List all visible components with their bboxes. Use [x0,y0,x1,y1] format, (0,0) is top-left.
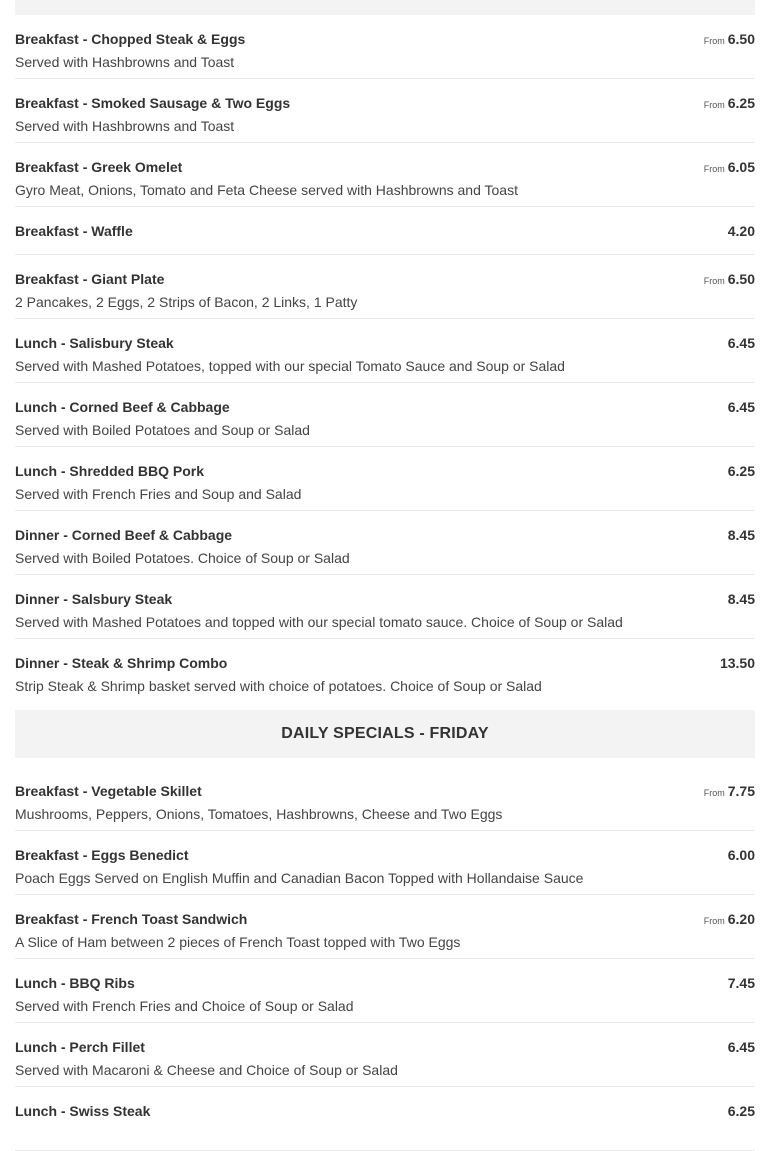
from-label: From [703,100,725,110]
menu-item-price: From 6.20 [703,911,755,927]
from-label: From [703,276,725,286]
menu-item-description: Served with French Fries and Choice of Soup or Salad [15,998,354,1014]
menu-item[interactable] [15,79,755,143]
menu-item[interactable] [15,447,755,511]
menu-item[interactable] [15,143,755,207]
menu-item[interactable] [15,831,755,895]
menu-item-description: Served with Hashbrowns and Toast [15,54,235,70]
menu-item-name: Dinner - Corned Beef & Cabbage [15,527,233,543]
menu-item-price: 8.45 [727,591,755,607]
menu-item-price: 6.45 [727,1039,755,1055]
menu-item[interactable] [15,1023,755,1087]
menu-item-name: Breakfast - Smoked Sausage & Two Eggs [15,95,291,111]
menu-item-description: Served with Macaroni & Cheese and Choice of Soup or Salad [15,1062,398,1078]
menu-item-name: Breakfast - Giant Plate [15,271,165,287]
menu-item-price: From 6.05 [703,159,755,175]
menu-item-name: Lunch - BBQ Ribs [15,975,135,991]
menu-item-description: Served with Hashbrowns and Toast [15,118,235,134]
menu-item[interactable] [15,1087,755,1151]
menu-item[interactable] [15,767,755,831]
menu-item[interactable] [15,575,755,639]
menu-item-price: 6.25 [727,463,755,479]
section-header-top [15,0,755,15]
menu-item-description: 2 Pancakes, 2 Eggs, 2 Strips of Bacon, 2 Links, 1 Patty [15,294,358,310]
menu-item[interactable] [15,511,755,575]
menu-item[interactable] [15,959,755,1023]
menu-item-description: Served with Mashed Potatoes and topped with our special tomato sauce. Choice of Soup or Salad [15,614,623,630]
menu-item-description: Served with Mashed Potatoes, topped with our special Tomato Sauce and Soup or Salad [15,358,565,374]
menu-item-name: Breakfast - French Toast Sandwich [15,911,248,927]
menu-item[interactable] [15,255,755,319]
menu-item[interactable] [15,383,755,447]
menu-item-name: Dinner - Salsbury Steak [15,591,173,607]
menu-item-name: Breakfast - Chopped Steak & Eggs [15,31,246,47]
menu-item-description: Strip Steak & Shrimp basket served with choice of potatoes. Choice of Soup or Salad [15,678,542,694]
from-label: From [703,916,725,926]
menu-item-description: Served with French Fries and Soup and Salad [15,486,302,502]
menu-item-description: Served with Boiled Potatoes. Choice of Soup or Salad [15,550,350,566]
menu-item[interactable] [15,207,755,255]
menu-item-price: 6.45 [727,335,755,351]
menu-list [15,0,755,1151]
menu-item[interactable] [15,895,755,959]
menu-item-price: From 6.50 [703,31,755,47]
menu-item-price: 6.45 [727,399,755,415]
menu-item-price: 6.25 [727,1103,755,1119]
menu-item-name: Dinner - Steak & Shrimp Combo [15,655,228,671]
menu-item-price: From 7.75 [703,783,755,799]
menu-item-price: 6.00 [727,847,755,863]
menu-item-name: Lunch - Shredded BBQ Pork [15,463,205,479]
menu-item-price: From 6.50 [703,271,755,287]
menu-item-price: 4.20 [727,223,755,239]
menu-item-description: Mushrooms, Peppers, Onions, Tomatoes, Hashbrowns, Cheese and Two Eggs [15,806,503,822]
menu-item-name: Breakfast - Waffle [15,223,133,239]
menu-item-price: 7.45 [727,975,755,991]
from-label: From [703,164,725,174]
menu-item-name: Lunch - Swiss Steak [15,1103,151,1119]
menu-item-name: Lunch - Salisbury Steak [15,335,174,351]
menu-item-price: 8.45 [727,527,755,543]
menu-item-description: Poach Eggs Served on English Muffin and Canadian Bacon Topped with Hollandaise Sauce [15,870,584,886]
from-label: From [703,36,725,46]
section-header-friday [15,710,755,758]
menu-item[interactable] [15,319,755,383]
from-label: From [703,788,725,798]
menu-item-description: Served with Boiled Potatoes and Soup or Salad [15,422,310,438]
menu-item-name: Breakfast - Vegetable Skillet [15,783,202,799]
menu-item-name: Lunch - Perch Fillet [15,1039,145,1055]
menu-item-price: 13.50 [719,655,755,671]
menu-item-name: Breakfast - Greek Omelet [15,159,183,175]
menu-item-description: Gyro Meat, Onions, Tomato and Feta Cheese served with Hashbrowns and Toast [15,182,518,198]
menu-item-description: A Slice of Ham between 2 pieces of French Toast topped with Two Eggs [15,934,461,950]
section-title: DAILY SPECIALS - FRIDAY [281,725,489,742]
menu-item-name: Lunch - Corned Beef & Cabbage [15,399,230,415]
menu-item[interactable] [15,639,755,702]
menu-item-price: From 6.25 [703,95,755,111]
menu-item-name: Breakfast - Eggs Benedict [15,847,189,863]
menu-item[interactable] [15,15,755,79]
